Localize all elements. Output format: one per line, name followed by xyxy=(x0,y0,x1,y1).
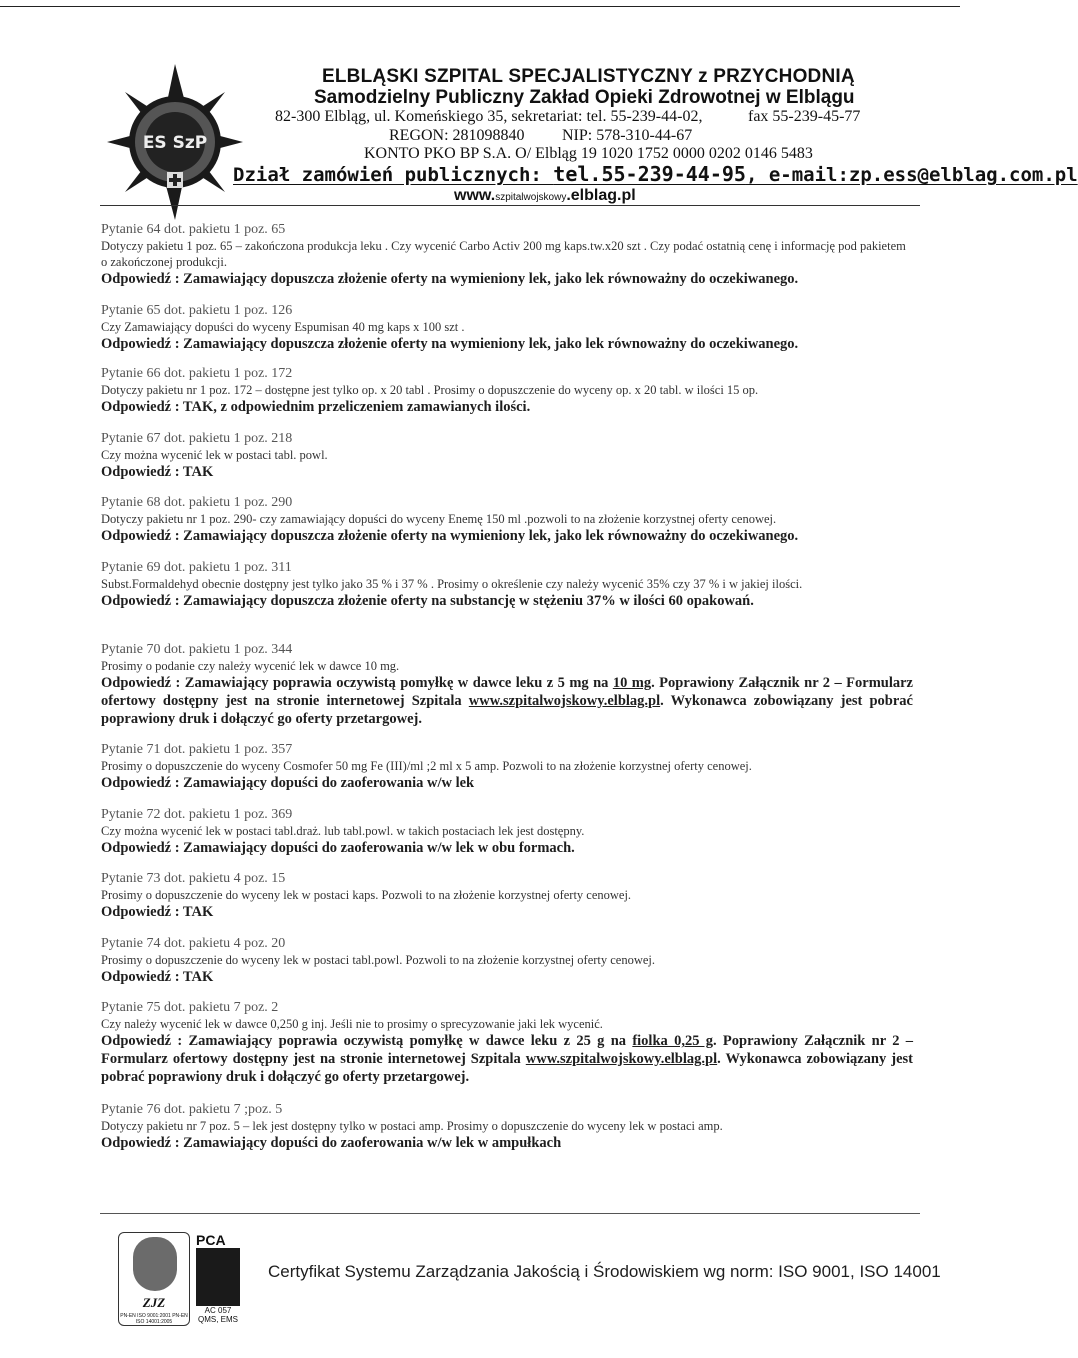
hospital-website-link[interactable]: www.szpitalwojskowy.elblag.pl xyxy=(468,693,661,709)
military-cross-emblem-icon xyxy=(105,62,245,222)
qa-item-68 xyxy=(101,494,913,545)
answer-text xyxy=(101,674,913,728)
question-heading: Pytanie 67 dot. pakietu 1 poz. 218 xyxy=(101,431,293,446)
question-text: Dotyczy pakietu 1 poz. 65 – zakończona produkcja leku . Czy wycenić Carbo Activ 200 mg kaps.tw.x20 szt . Czy podać ostatnią cenę i informację pod pakietem o zakończonej produkcji. xyxy=(101,239,906,269)
question-text: Czy Zamawiający dopuści do wyceny Espumisan 40 mg kaps x 100 szt . xyxy=(101,320,465,334)
procurement-label: Dział zamówień publicznych: xyxy=(233,164,554,186)
qa-item-71 xyxy=(101,741,913,792)
question-text: Dotyczy pakietu nr 1 poz. 172 – dostępne jest tylko op. x 20 tabl . Prosimy o dopuszczenie do wyceny op. x 20 tabl. w ilości 15 op. xyxy=(101,383,759,397)
question-heading: Pytanie 75 dot. pakietu 7 poz. 2 xyxy=(101,1000,279,1015)
question-text: Subst.Formaldehyd obecnie dostępny jest tylko jako 35 % i 37 % . Prosimy o określenie czy należy wycenić 35% czy 37 % i w jakiej ilości. xyxy=(101,577,803,591)
hospital-subtitle: Samodzielny Publiczny Zakład Opieki Zdrowotnej w Elblągu xyxy=(314,87,855,108)
question-text: Prosimy o dopuszczenie do wyceny lek w postaci kaps. Pozwoli to na złożenie korzystnej oferty cenowej. xyxy=(101,888,632,902)
pca-code-number: AC 057 xyxy=(204,1306,232,1315)
pca-code xyxy=(196,1306,240,1324)
answer-text: Odpowiedź : Zamawiający dopuści do zaoferowania w/w lek xyxy=(101,775,475,791)
answer-text: Odpowiedź : TAK xyxy=(101,969,214,985)
question-text: Czy można wycenić lek w postaci tabl. powl. xyxy=(101,448,328,462)
question-text: Dotyczy pakietu nr 7 poz. 5 – lek jest dostępny tylko w postaci amp. Prosimy o dopuszczenie do wyceny lek w postaci amp. xyxy=(101,1119,723,1133)
pca-badge-icon xyxy=(196,1248,240,1306)
question-text: Prosimy o dopuszczenie do wyceny lek w postaci tabl.powl. Pozwoli to na złożenie korzystnej oferty cenowej. xyxy=(101,953,656,967)
website-link[interactable] xyxy=(454,187,636,205)
address-text: 82-300 Elbląg, ul. Komeńskiego 35, sekretariat: tel. 55-239-44-02, xyxy=(275,108,703,125)
fax-number: fax 55-239-45-77 xyxy=(748,108,861,125)
question-heading: Pytanie 72 dot. pakietu 1 poz. 369 xyxy=(101,807,293,822)
website-suffix: .elblag.pl xyxy=(566,187,636,204)
qa-item-74 xyxy=(101,935,913,986)
question-text: Prosimy o podanie czy należy wycenić lek w dawce 10 mg. xyxy=(101,659,400,673)
hospital-website-link[interactable]: www.szpitalwojskowy.elblag.pl xyxy=(525,1051,718,1067)
question-text: Czy należy wycenić lek w dawce 0,250 g inj. Jeśli nie to prosimy o sprecyzowanie jaki lek wycenić. xyxy=(101,1017,603,1031)
procurement-phone: tel.55-239-44-95 xyxy=(553,162,746,186)
answer-text: Odpowiedź : Zamawiający dopuści do zaoferowania w/w lek w ampułkach xyxy=(101,1135,562,1151)
zjz-norms: PN-EN ISO 9001:2001 PN-EN ISO 14001:2005 xyxy=(120,1313,188,1325)
svg-text:ES SzP: ES SzP xyxy=(142,133,208,153)
answer-part: . Wykonawca zobowiązany jest pobrać poprawiony druk i dołączyć go oferty przetargowej. xyxy=(101,693,913,727)
answer-text: Odpowiedź : TAK, z odpowiednim przeliczeniem zamawianych ilości. xyxy=(101,399,531,415)
answer-part: . Wykonawca zobowiązany jest pobrać poprawiony druk i dołączyć go oferty przetargowej. xyxy=(101,1051,913,1085)
zjz-certificate-logo-icon xyxy=(118,1232,190,1326)
header-divider xyxy=(100,205,920,206)
answer-part: Odpowiedź : Zamawiający poprawia oczywistą pomyłkę w dawce leku z 5 mg na xyxy=(101,675,613,691)
answer-part: Odpowiedź : Zamawiający poprawia oczywistą pomyłkę w dawce leku z 25 g na xyxy=(101,1033,633,1049)
address-line xyxy=(275,108,861,126)
answer-part: . Poprawiony Załącznik nr 2 – Formularz ofertowy dostępny jest na stronie internetowej Szpitala xyxy=(101,1033,913,1067)
nip-number: NIP: 578-310-44-67 xyxy=(562,127,693,144)
regon-number: REGON: 281098840 xyxy=(389,127,525,144)
qa-item-75 xyxy=(101,999,913,1086)
pca-accreditation-logo-icon xyxy=(196,1232,240,1326)
qa-item-65 xyxy=(101,302,913,353)
answer-text: Odpowiedź : Zamawiający dopuszcza złożenie oferty na wymieniony lek, jako lek równoważny do oczekiwanego. xyxy=(101,528,799,544)
footer-divider xyxy=(100,1213,920,1214)
top-border-line xyxy=(0,6,960,7)
question-heading: Pytanie 69 dot. pakietu 1 poz. 311 xyxy=(101,560,292,575)
qa-item-69 xyxy=(101,559,913,610)
answer-text: Odpowiedź : Zamawiający dopuści do zaoferowania w/w lek w obu formach. xyxy=(101,840,575,856)
question-heading: Pytanie 73 dot. pakietu 4 poz. 15 xyxy=(101,871,286,886)
qa-item-64 xyxy=(101,221,913,288)
qa-item-70 xyxy=(101,641,913,728)
question-heading: Pytanie 74 dot. pakietu 4 poz. 20 xyxy=(101,936,286,951)
answer-text: Odpowiedź : Zamawiający dopuszcza złożenie oferty na wymieniony lek, jako lek równoważny do oczekiwanego. xyxy=(101,271,799,287)
bank-account: KONTO PKO BP S.A. O/ Elbląg 19 1020 1752 0000 0202 0146 5483 xyxy=(364,145,813,162)
question-text: Czy można wycenić lek w postaci tabl.draż. lub tabl.powl. w takich postaciach lek jest dostępny. xyxy=(101,824,585,838)
registry-line xyxy=(389,127,693,145)
answer-text: Odpowiedź : Zamawiający dopuszcza złożenie oferty na wymieniony lek, jako lek równoważny do oczekiwanego. xyxy=(101,336,799,352)
procurement-contact xyxy=(233,162,1078,186)
question-heading: Pytanie 64 dot. pakietu 1 poz. 65 xyxy=(101,222,286,237)
answer-text: Odpowiedź : TAK xyxy=(101,464,214,480)
dose-correction: fiolka 0,25 g xyxy=(632,1033,713,1049)
question-text: Dotyczy pakietu nr 1 poz. 290- czy zamawiający dopuści do wyceny Enemę 150 ml .pozwoli to na złożenie korzystnej oferty cenowej. xyxy=(101,512,777,526)
certificate-statement: Certyfikat Systemu Zarządzania Jakością i Środowiskiem wg norm: ISO 9001, ISO 14001 xyxy=(268,1262,941,1281)
answer-text xyxy=(101,1032,913,1086)
question-text: Prosimy o dopuszczenie do wyceny Cosmofer 50 mg Fe (III)/ml ;2 ml x 5 amp. Pozwoli to na złożenie korzystnej oferty cenowej. xyxy=(101,759,752,773)
question-heading: Pytanie 66 dot. pakietu 1 poz. 172 xyxy=(101,366,293,381)
pca-label: PCA xyxy=(196,1232,226,1248)
qa-item-72 xyxy=(101,806,913,857)
eagle-shield-icon xyxy=(133,1237,177,1291)
qa-item-76 xyxy=(101,1101,913,1152)
question-heading: Pytanie 71 dot. pakietu 1 poz. 357 xyxy=(101,742,293,757)
answer-text: Odpowiedź : TAK xyxy=(101,904,214,920)
question-heading: Pytanie 68 dot. pakietu 1 poz. 290 xyxy=(101,495,293,510)
dose-correction: 10 mg xyxy=(612,675,652,691)
pca-code-sub: QMS, EMS xyxy=(197,1315,238,1324)
qa-item-67 xyxy=(101,430,913,481)
website-middle: szpitalwojskowy xyxy=(495,192,567,203)
question-heading: Pytanie 76 dot. pakietu 7 ;poz. 5 xyxy=(101,1102,283,1117)
procurement-email[interactable]: , e-mail:zp.ess@elblag.com.pl xyxy=(745,164,1078,186)
hospital-name: ELBLĄSKI SZPITAL SPECJALISTYCZNY z PRZYCHODNIĄ xyxy=(322,66,855,87)
answer-part: . Poprawiony Załącznik nr 2 – Formularz ofertowy dostępny jest na stronie internetowej Szpitala xyxy=(101,675,913,709)
question-heading: Pytanie 65 dot. pakietu 1 poz. 126 xyxy=(101,303,293,318)
qa-item-66 xyxy=(101,365,913,416)
question-heading: Pytanie 70 dot. pakietu 1 poz. 344 xyxy=(101,642,293,657)
zjz-label: ZJZ xyxy=(142,1295,166,1310)
qa-item-73 xyxy=(101,870,913,921)
website-prefix: www. xyxy=(454,187,496,204)
answer-text: Odpowiedź : Zamawiający dopuszcza złożenie oferty na substancję w stężeniu 37% w ilości 60 opakowań. xyxy=(101,593,754,609)
